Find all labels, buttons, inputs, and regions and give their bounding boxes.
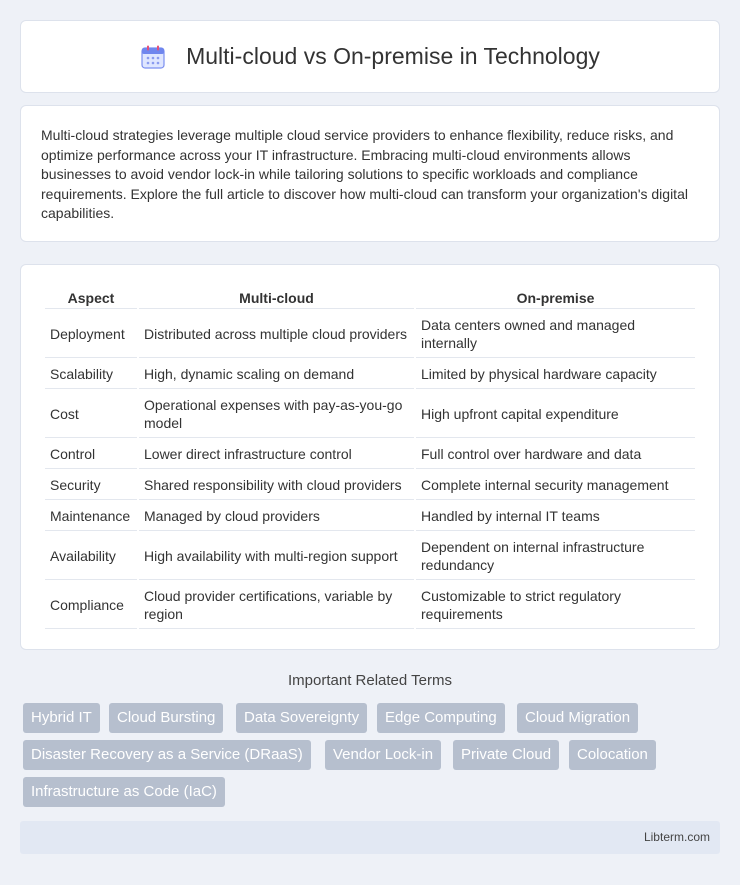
cell-aspect: Cost [45, 391, 137, 438]
cell-aspect: Deployment [45, 311, 137, 358]
header-multi-cloud: Multi-cloud [139, 287, 414, 309]
cell-aspect: Security [45, 471, 137, 500]
tag-draas[interactable]: Disaster Recovery as a Service (DRaaS) [23, 740, 311, 770]
tag-private-cloud[interactable]: Private Cloud [453, 740, 559, 770]
cell-aspect: Availability [45, 533, 137, 580]
cell-on-premise: Handled by internal IT teams [416, 502, 695, 531]
cell-multi-cloud: Lower direct infrastructure control [139, 440, 414, 469]
table-row [45, 471, 695, 500]
table-header-row [45, 287, 695, 309]
tag-hybrid-it[interactable]: Hybrid IT [23, 703, 100, 733]
table-row [45, 360, 695, 389]
cell-aspect: Maintenance [45, 502, 137, 531]
related-terms-title: Important Related Terms [288, 672, 452, 689]
tag-cloud-migration[interactable]: Cloud Migration [517, 703, 638, 733]
cell-multi-cloud: Distributed across multiple cloud providers [139, 311, 414, 358]
header-on-premise: On-premise [416, 287, 695, 309]
cell-multi-cloud: High availability with multi-region support [139, 533, 414, 580]
tag-edge-computing[interactable]: Edge Computing [377, 703, 505, 733]
tag-colocation[interactable]: Colocation [569, 740, 656, 770]
table-row [45, 533, 695, 580]
tag-cloud-bursting[interactable]: Cloud Bursting [109, 703, 223, 733]
tag-data-sovereignty[interactable]: Data Sovereignty [236, 703, 367, 733]
calendar-icon [140, 44, 166, 70]
cell-aspect: Compliance [45, 582, 137, 629]
cell-on-premise: Customizable to strict regulatory requirements [416, 582, 695, 629]
header-card [20, 20, 720, 93]
footer [20, 821, 720, 854]
cell-on-premise: Limited by physical hardware capacity [416, 360, 695, 389]
table-row [45, 311, 695, 358]
cell-multi-cloud: Cloud provider certifications, variable by region [139, 582, 414, 629]
cell-on-premise: Data centers owned and managed internally [416, 311, 695, 358]
cell-multi-cloud: High, dynamic scaling on demand [139, 360, 414, 389]
header-aspect: Aspect [45, 287, 137, 309]
comparison-table-card [20, 264, 720, 650]
intro-card [20, 105, 720, 242]
comparison-table [43, 285, 697, 631]
cell-aspect: Control [45, 440, 137, 469]
cell-multi-cloud: Managed by cloud providers [139, 502, 414, 531]
cell-on-premise: High upfront capital expenditure [416, 391, 695, 438]
cell-on-premise: Complete internal security management [416, 471, 695, 500]
table-row [45, 440, 695, 469]
page-title: Multi-cloud vs On-premise in Technology [186, 43, 600, 69]
cell-multi-cloud: Operational expenses with pay-as-you-go model [139, 391, 414, 438]
intro-text: Multi-cloud strategies leverage multiple cloud service providers to enhance flexibility, reduce risks, and optimize performance across your IT infrastructure. Embracing multi-cloud environments allows businesses to avoid vendor lock-in while tailoring solutions to specific workloads and compliance requirements. Explore the full article to discover how multi-cloud can transform your organization's digital capabilities. [41, 127, 688, 222]
tag-vendor-lock-in[interactable]: Vendor Lock-in [325, 740, 441, 770]
table-row [45, 582, 695, 629]
table-row [45, 391, 695, 438]
cell-on-premise: Dependent on internal infrastructure redundancy [416, 533, 695, 580]
tag-infrastructure-as-code[interactable]: Infrastructure as Code (IaC) [23, 777, 225, 807]
table-row [45, 502, 695, 531]
cell-multi-cloud: Shared responsibility with cloud providers [139, 471, 414, 500]
footer-site-link[interactable]: Libterm.com [643, 830, 710, 844]
cell-aspect: Scalability [45, 360, 137, 389]
cell-on-premise: Full control over hardware and data [416, 440, 695, 469]
